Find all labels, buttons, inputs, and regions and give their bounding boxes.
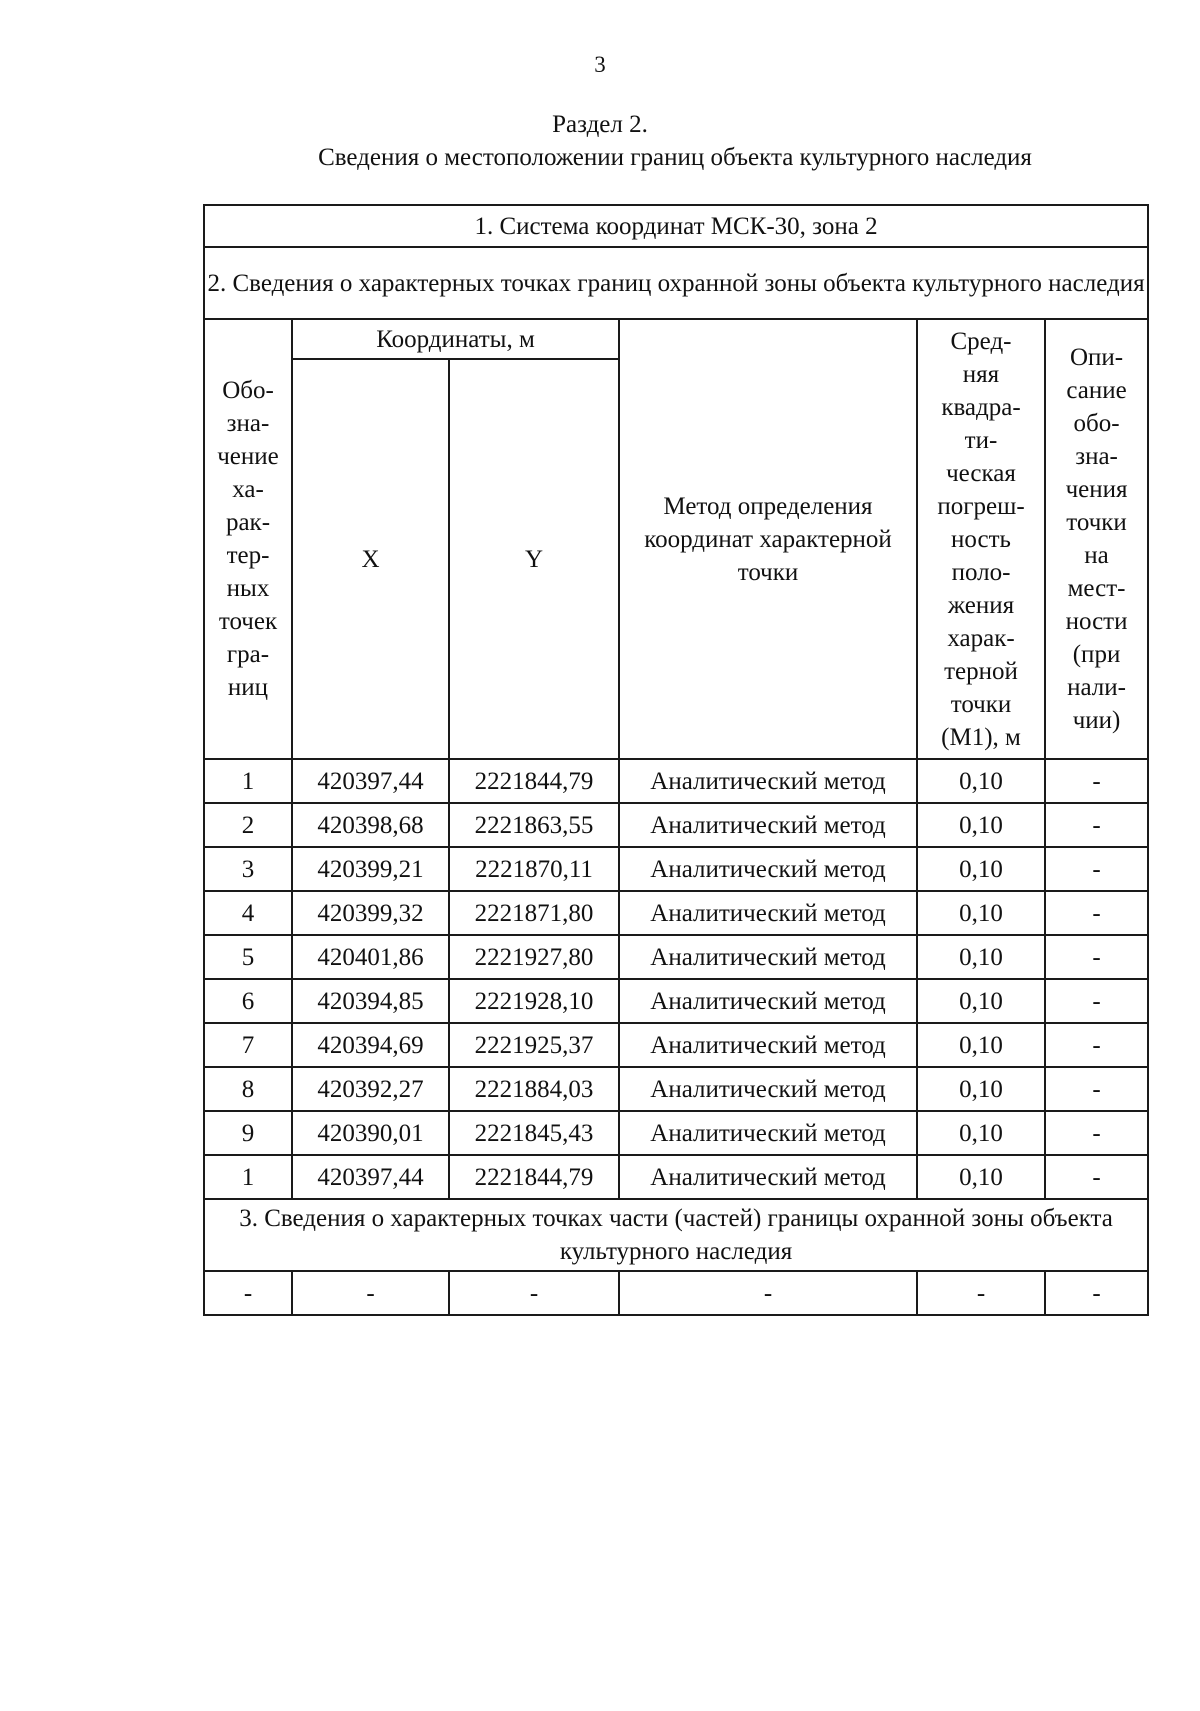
error-cell: 0,10 [917, 891, 1045, 935]
header-line: точки [950, 690, 1012, 718]
header-line: (М1), м [941, 723, 1021, 751]
header-line: ность [951, 525, 1011, 553]
header-line: поло- [951, 558, 1011, 586]
header-line: сание [1066, 377, 1127, 404]
error-cell: 0,10 [917, 1023, 1045, 1067]
error-cell: 0,10 [917, 847, 1045, 891]
boundary-points-heading: 2. Сведения о характерных точках границ охранной зоны объекта культурного наследия [204, 247, 1148, 319]
header-line: квадра- [941, 393, 1021, 421]
y-cell: 2221845,43 [449, 1111, 619, 1155]
y-cell: 2221844,79 [449, 1155, 619, 1199]
y-cell: 2221927,80 [449, 935, 619, 979]
method-cell: Аналитический метод [619, 759, 917, 803]
empty-cell: - [619, 1271, 917, 1315]
error-cell: 0,10 [917, 979, 1045, 1023]
coordinates-header: Координаты, м [292, 319, 619, 359]
description-cell: - [1045, 1155, 1148, 1199]
y-cell: 2221928,10 [449, 979, 619, 1023]
error-header [917, 319, 1045, 759]
table-row [204, 1155, 1148, 1199]
error-cell: 0,10 [917, 1067, 1045, 1111]
table-row [204, 803, 1148, 847]
x-cell: 420392,27 [292, 1067, 449, 1111]
table-row [204, 891, 1148, 935]
y-cell: 2221884,03 [449, 1067, 619, 1111]
method-header: Метод определения координат характерной точки [619, 319, 917, 759]
description-header [1045, 319, 1148, 759]
empty-cell: - [449, 1271, 619, 1315]
method-cell: Аналитический метод [619, 891, 917, 935]
header-line: ных [226, 575, 270, 602]
x-cell: 420399,32 [292, 891, 449, 935]
y-cell: 2221925,37 [449, 1023, 619, 1067]
header-line: (при [1072, 641, 1121, 668]
x-cell: 420401,86 [292, 935, 449, 979]
header-line: харак- [947, 624, 1015, 652]
x-cell: 420394,85 [292, 979, 449, 1023]
table-row [204, 1023, 1148, 1067]
header-line: мест- [1067, 575, 1126, 602]
empty-cell: - [1045, 1271, 1148, 1315]
description-cell: - [1045, 1067, 1148, 1111]
header-line: ческая [946, 459, 1016, 487]
point-number-cell: 1 [204, 1155, 292, 1199]
point-number-cell: 2 [204, 803, 292, 847]
description-cell: - [1045, 803, 1148, 847]
error-cell: 0,10 [917, 935, 1045, 979]
point-number-cell: 1 [204, 759, 292, 803]
description-cell: - [1045, 759, 1148, 803]
table-row [204, 935, 1148, 979]
header-line: ниц [227, 674, 269, 701]
method-cell: Аналитический метод [619, 1023, 917, 1067]
x-cell: 420394,69 [292, 1023, 449, 1067]
description-cell: - [1045, 1023, 1148, 1067]
y-header: Y [449, 359, 619, 759]
x-cell: 420399,21 [292, 847, 449, 891]
section-subtitle: Сведения о местоположении границ объекта культурного наследия [318, 144, 1032, 171]
header-line: погреш- [937, 492, 1025, 520]
header-line: чии) [1072, 707, 1121, 734]
description-cell: - [1045, 979, 1148, 1023]
header-line: ности [1065, 608, 1128, 635]
y-cell: 2221871,80 [449, 891, 619, 935]
description-cell: - [1045, 891, 1148, 935]
y-cell: 2221863,55 [449, 803, 619, 847]
page-number: 3 [594, 52, 606, 77]
header-line: жения [947, 591, 1015, 619]
description-cell: - [1045, 935, 1148, 979]
table-row [204, 1111, 1148, 1155]
header-line: гра- [226, 641, 270, 668]
header-line: Обо- [222, 377, 274, 404]
header-line: терной [944, 657, 1018, 685]
point-number-cell: 7 [204, 1023, 292, 1067]
empty-cell: - [917, 1271, 1045, 1315]
header-line: няя [962, 360, 1000, 388]
error-cell: 0,10 [917, 803, 1045, 847]
point-number-cell: 5 [204, 935, 292, 979]
header-line: нали- [1067, 674, 1126, 701]
header-line: точек [218, 608, 278, 635]
table-row [204, 759, 1148, 803]
point-number-cell: 3 [204, 847, 292, 891]
description-cell: - [1045, 1111, 1148, 1155]
empty-cell: - [204, 1271, 292, 1315]
header-line: тер- [226, 542, 270, 569]
header-line: Опи- [1069, 344, 1124, 371]
method-cell: Аналитический метод [619, 979, 917, 1023]
header-line: точки [1066, 509, 1127, 536]
x-cell: 420397,44 [292, 759, 449, 803]
header-line: ти- [964, 426, 998, 454]
method-cell: Аналитический метод [619, 1111, 917, 1155]
point-number-cell: 8 [204, 1067, 292, 1111]
x-header: X [292, 359, 449, 759]
method-cell: Аналитический метод [619, 1067, 917, 1111]
point-number-cell: 9 [204, 1111, 292, 1155]
header-line: на [1084, 542, 1109, 569]
method-cell: Аналитический метод [619, 1155, 917, 1199]
table-row [204, 1271, 1148, 1315]
x-cell: 420397,44 [292, 1155, 449, 1199]
y-cell: 2221870,11 [449, 847, 619, 891]
coordinate-system-row: 1. Система координат МСК-30, зона 2 [204, 205, 1148, 247]
header-line: зна- [1075, 443, 1118, 470]
header-line: обо- [1073, 410, 1120, 437]
description-cell: - [1045, 847, 1148, 891]
method-cell: Аналитический метод [619, 803, 917, 847]
header-line: чение [217, 443, 279, 470]
header-line: зна- [226, 410, 270, 437]
method-cell: Аналитический метод [619, 935, 917, 979]
y-cell: 2221844,79 [449, 759, 619, 803]
point-number-cell: 4 [204, 891, 292, 935]
table-row [204, 1067, 1148, 1111]
header-line: рак- [225, 509, 271, 536]
coordinates-table [203, 204, 1149, 1316]
error-cell: 0,10 [917, 1155, 1045, 1199]
error-cell: 0,10 [917, 1111, 1045, 1155]
header-line: ха- [232, 476, 264, 503]
header-line: чения [1065, 476, 1128, 503]
table-row [204, 847, 1148, 891]
designation-header [204, 319, 292, 759]
section-title: Раздел 2. [552, 111, 648, 138]
table-row [204, 979, 1148, 1023]
x-cell: 420398,68 [292, 803, 449, 847]
empty-cell: - [292, 1271, 449, 1315]
method-cell: Аналитический метод [619, 847, 917, 891]
header-line: Сред- [950, 327, 1012, 355]
x-cell: 420390,01 [292, 1111, 449, 1155]
part-boundary-heading: 3. Сведения о характерных точках части (частей) границы охранной зоны объекта культурного наследия [204, 1199, 1148, 1271]
error-cell: 0,10 [917, 759, 1045, 803]
point-number-cell: 6 [204, 979, 292, 1023]
